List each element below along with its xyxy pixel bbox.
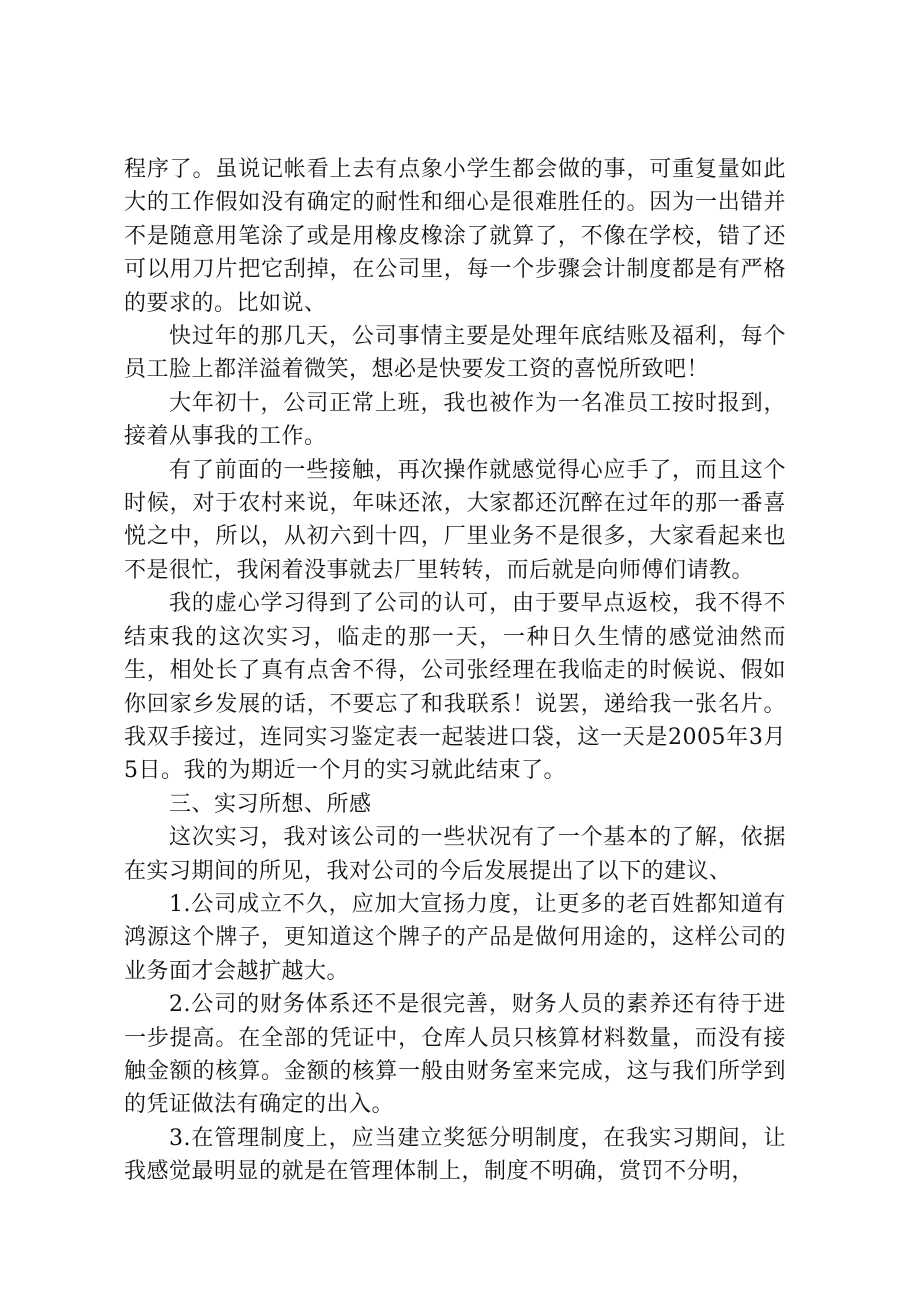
suggestion-2: 2.公司的财务体系还不是很完善，财务人员的素养还有待于进一步提高。在全部的凭证中，仓库人员只核算材料数量，而没有接触金额的核算。金额的核算一般由财务室来完成，这与我们所学到的凭证做法有确定的出入。 [124, 992, 786, 1118]
paragraph-7: 这次实习，我对该公司的一些状况有了一个基本的了解，依据在实习期间的所见，我对公司的今后发展提出了以下的建议、 [124, 825, 786, 884]
paragraph-1: 程序了。虽说记帐看上去有点象小学生都会做的事，可重复量如此大的工作假如没有确定的耐性和细心是很难胜任的。因为一出错并不是随意用笔涂了或是用橡皮橡涂了就算了，不像在学校，错了还可以用刀片把它刮掉，在公司里，每一个步骤会计制度都是有严格的要求的。比如说、 [124, 157, 786, 316]
document-body [124, 153, 786, 1189]
paragraph-2: 快过年的那几天，公司事情主要是处理年底结账及福利，每个员工脸上都洋溢着微笑，想必是快要发工资的喜悦所致吧！ [124, 324, 786, 383]
paragraph-3: 大年初十，公司正常上班，我也被作为一名准员工按时报到，接着从事我的工作。 [124, 390, 786, 450]
paragraph-5: 我的虚心学习得到了公司的认可，由于要早点返校，我不得不结束我的这次实习，临走的那一天，一种日久生情的感觉油然而生，相处长了真有点舍不得，公司张经理在我临走的时候说、假如你回家乡发展的话，不要忘了和我联系！说罢，递给我一张名片。我双手接过，连同实习鉴定表一起装进口袋，这一天是2005年3月5日。我的为期近一个月的实习就此结束了。 [124, 591, 786, 784]
section-heading: 三、实习所想、所感 [169, 791, 372, 817]
suggestion-3: 3.在管理制度上，应当建立奖惩分明制度，在我实习期间，让我感觉最明显的就是在管理体制上，制度不明确，赏罚不分明， [124, 1125, 786, 1185]
suggestion-1: 1.公司成立不久，应加大宣扬力度，让更多的老百姓都知道有鸿源这个牌子，更知道这个牌子的产品是做何用途的，这样公司的业务面才会越扩越大。 [124, 891, 786, 984]
paragraph-4: 有了前面的一些接触，再次操作就感觉得心应手了，而且这个时候，对于农村来说，年味还浓，大家都还沉醉在过年的那一番喜悦之中，所以，从初六到十四，厂里业务不是很多，大家看起来也不是很忙，我闲着没事就去厂里转转，而后就是向师傅们请教。 [124, 457, 786, 583]
